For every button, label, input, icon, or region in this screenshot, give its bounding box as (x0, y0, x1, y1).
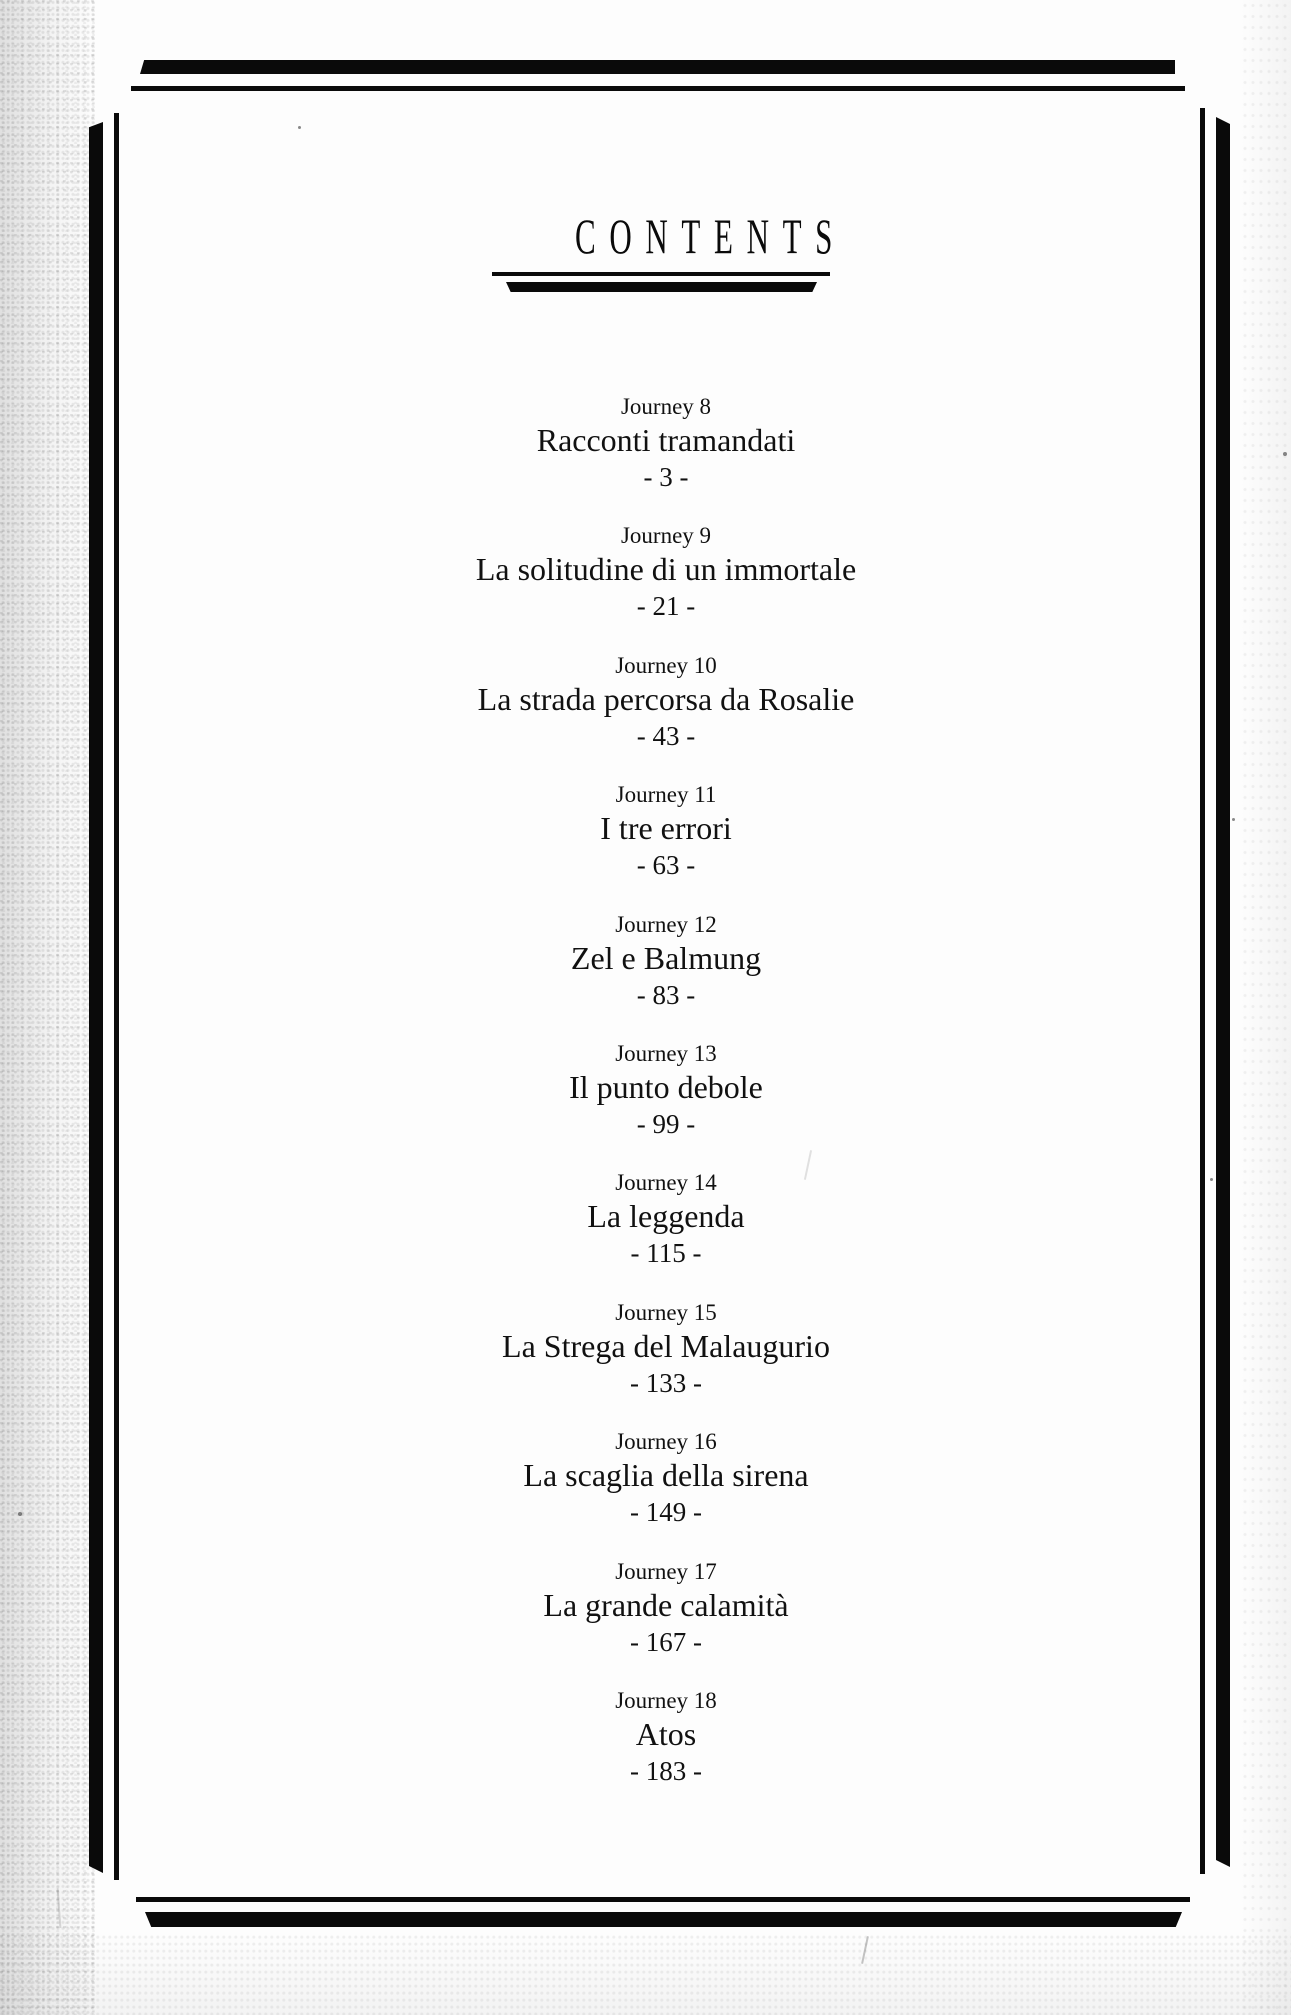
chapter-title: Racconti tramandati (536, 422, 796, 458)
scan-speck (1210, 1178, 1213, 1181)
page-number: - 115 - (630, 1238, 702, 1269)
page-number: - 43 - (636, 720, 696, 751)
paper-grain-bottom (0, 1935, 1291, 2015)
chapter-label: Journey 10 (615, 652, 717, 678)
page-number: - 149 - (630, 1497, 702, 1528)
scan-speck (298, 126, 301, 129)
toc-entry[interactable] (160, 1298, 1172, 1427)
chapter-title: I tre errori (600, 810, 732, 847)
chapter-label: Journey 17 (615, 1558, 717, 1584)
toc-entry[interactable] (160, 392, 1172, 521)
chapter-label: Journey 14 (615, 1170, 717, 1196)
paper-grain-right (1241, 0, 1291, 2015)
page-number: - 3 - (643, 462, 689, 492)
table-of-contents (160, 392, 1172, 1815)
toc-entry[interactable] (160, 780, 1172, 909)
contents-heading (492, 206, 847, 266)
frame-top-thin-rule (131, 86, 1185, 91)
heading-underline-thin (492, 272, 830, 276)
toc-entry[interactable] (160, 1427, 1172, 1556)
chapter-label: Journey 18 (615, 1687, 717, 1713)
chapter-title: La solitudine di un immortale (475, 551, 857, 588)
frame-left-thick-rule (89, 122, 103, 1873)
chapter-label: Journey 8 (620, 394, 712, 419)
chapter-label: Journey 13 (615, 1040, 717, 1066)
scan-speck (1232, 818, 1235, 821)
page-title: CONTENTS (575, 208, 847, 264)
frame-top-thick-rule (140, 60, 1175, 74)
toc-entry[interactable] (160, 1039, 1172, 1168)
chapter-label: Journey 12 (615, 911, 717, 937)
page-number: - 133 - (630, 1367, 702, 1398)
page-number: - 183 - (630, 1755, 702, 1786)
toc-entry[interactable] (160, 1168, 1172, 1297)
paper-grain-left (0, 0, 95, 2015)
toc-entry[interactable] (160, 1686, 1172, 1815)
chapter-title: La scaglia della sirena (523, 1457, 809, 1494)
scan-speck (18, 1512, 22, 1516)
chapter-title: Il punto debole (569, 1068, 763, 1105)
chapter-title: La grande calamità (543, 1586, 789, 1623)
frame-left-thin-rule (114, 113, 119, 1880)
frame-bottom-thin-rule (136, 1897, 1190, 1902)
chapter-title: La Strega del Malaugurio (502, 1327, 830, 1364)
page-number: - 63 - (636, 850, 696, 881)
chapter-label: Journey 15 (615, 1299, 717, 1325)
chapter-title: Zel e Balmung (570, 939, 762, 976)
chapter-title: Atos (635, 1715, 697, 1752)
heading-underline-thick (506, 282, 817, 292)
toc-entry[interactable] (160, 651, 1172, 780)
page-number: - 83 - (636, 979, 696, 1010)
toc-entry[interactable] (160, 1557, 1172, 1686)
toc-entry[interactable] (160, 521, 1172, 650)
frame-right-thick-rule (1216, 117, 1230, 1867)
chapter-title: La strada percorsa da Rosalie (477, 680, 855, 717)
chapter-title: La leggenda (587, 1198, 745, 1235)
page-number: - 99 - (636, 1108, 696, 1139)
page-number: - 167 - (630, 1626, 702, 1657)
frame-right-thin-rule (1200, 108, 1205, 1874)
toc-entry[interactable] (160, 910, 1172, 1039)
chapter-label: Journey 9 (620, 523, 712, 549)
page-number: - 21 - (636, 591, 696, 622)
chapter-label: Journey 11 (615, 782, 717, 808)
scan-speck (1283, 452, 1287, 456)
frame-bottom-thick-rule (145, 1912, 1182, 1927)
chapter-label: Journey 16 (615, 1429, 717, 1455)
